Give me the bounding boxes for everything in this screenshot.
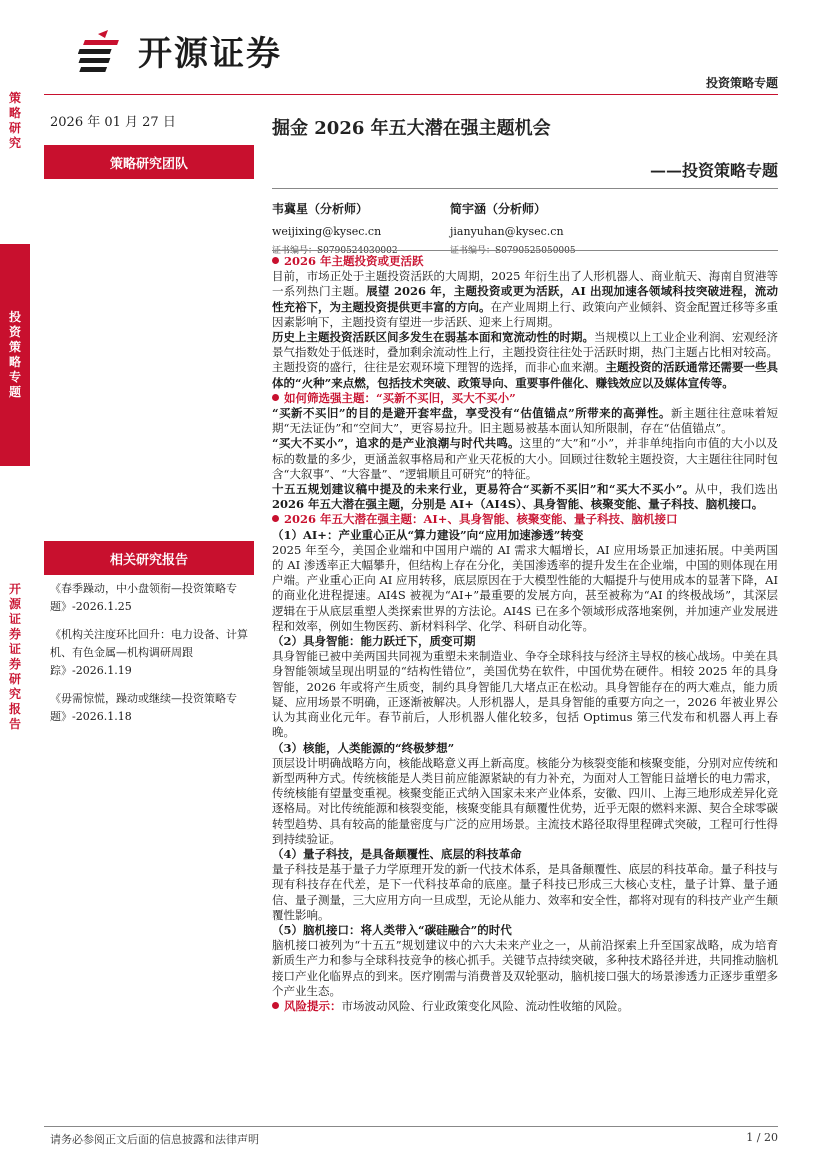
side-tab-brand: 开 源 证 券 证 券 研 究 报 告	[0, 586, 30, 728]
header-tag: 投资策略专题	[705, 76, 778, 90]
analyst-name: 简宇涵（分析师）	[450, 202, 547, 216]
related-report-link[interactable]: 《春季躁动，中小盘领衔—投资策略专题》-2026.1.25	[50, 582, 237, 613]
analyst-license: 证书编号：S0790525050005	[450, 246, 576, 256]
section-heading: 2026 年五大潜在强主题：AI+、具身智能、核聚变能、量子科技、脑机接口	[272, 512, 778, 527]
bullet-icon	[272, 257, 279, 264]
analyst-email[interactable]: weijixing@kysec.cn	[272, 225, 382, 238]
report-title: 掘金 2026 年五大潜在强主题机会	[272, 118, 551, 139]
footer-divider	[44, 1126, 778, 1127]
section-heading: 2026 年主题投资或更活跃	[272, 254, 778, 269]
subheading: （4）量子科技，是具备颠覆性、底层的科技革命	[272, 846, 522, 861]
paragraph: 十五五规划建议稿中提及的未来行业，更易符合“买新不买旧”和“买大不买小”。从中，我们选出2026 年五大潜在强主题，分别是 AI+（AI4S）、具身智能、核聚变能、量子科技、脑机接口。	[272, 482, 778, 512]
analyst-email[interactable]: jianyuhan@kysec.cn	[450, 225, 564, 238]
report-date: 2026 年 01 月 27 日	[50, 115, 176, 130]
section-heading: 如何筛选强主题：“买新不买旧，买大不买小”	[272, 391, 778, 406]
side-tab-topic: 投 资 策 略 专 题	[0, 244, 30, 466]
subheading: （3）核能，人类能源的“终极梦想”	[272, 740, 455, 755]
risk-note: 风险提示：市场波动风险、行业政策变化风险、流动性收缩的风险。	[272, 999, 778, 1014]
analyst-divider	[272, 250, 778, 251]
team-label: 策略研究团队	[44, 145, 254, 179]
brand-name: 开源证券	[138, 33, 282, 74]
subheading: （2）具身智能：能力跃迁下，质变可期	[272, 634, 476, 649]
bullet-icon	[272, 394, 279, 401]
paragraph: 目前，市场正处于主题投资活跃的大周期，2025 年衍生出了人形机器人、商业航天、海南自贸港等一系列热门主题。展望 2026 年，主题投资或更为活跃，AI 出现加速各领域科技突破进程，流动性充裕下，为主题投资提供更丰富的方向。在产业周期上行、政策向产业倾斜、资金配置迁移等多重因素影响下，主题投资有望进一步活跃、迎来上行周期。	[272, 269, 778, 329]
related-reports-label: 相关研究报告	[44, 541, 254, 575]
brand-mark-icon	[78, 26, 130, 74]
subheading: （5）脑机接口：将人类带入“碳硅融合”的时代	[272, 922, 512, 937]
analyst-license: 证书编号：S0790524030002	[272, 246, 398, 256]
paragraph: 顶层设计明确战略方向，核能战略意义再上新高度。核能分为核裂变能和核聚变能，分别对应传统和新型两种方式。传统核能是人类目前应能源紧缺的有力补充，为面对人工智能日益增长的电力需求，传统核能有望量变重视。核聚变能正式纳入国家未来产业体系，安徽、四川、上海三地形成差异化竞逐格局。对比传统能源和核裂变能，核聚变能具有颠覆性优势，近乎无限的燃料来源、契合全球零碳转型趋势、具有较高的能量密度与广泛的应用场景。主流技术路径取得里程碑式突破，工程可行性得到持续验证。	[272, 755, 778, 846]
paragraph: 具身智能已被中美两国共同视为重塑未来制造业、争夺全球科技与经济主导权的核心战场。中美在具身智能领域呈现出明显的“结构性错位”，美国优势在软件，中国优势在硬件。相较 2025 年的具身智能，2026 年或将产生质变，制约具身智能几大堵点正在松动。具身智能存在的两大难点，能力质疑、应用场景不明确，正逐渐被解决。人形机器人，是具身智能的重要方向之一，2026 年被业界公认为其商业化元年。春节前后，人形机器人催化较多，包括 Optimus 第三代发布和机器人再上春晚。	[272, 649, 778, 740]
paragraph: “买大不买小”，追求的是产业浪潮与时代共鸣。这里的“大”和“小”，并非单纯指向市值的大小以及标的数量的多少，更涵盖叙事格局和产业天花板的大小。回顾过往数轮主题投资，大主题往往同时包含“大叙事”、“大容量”、“逻辑顺且可研究”的特征。	[272, 436, 778, 481]
page-number: 1 / 20	[746, 1131, 778, 1144]
analyst-card	[272, 200, 398, 256]
footer-disclaimer[interactable]: 请务必参阅正文后面的信息披露和法律声明	[50, 1133, 259, 1146]
paragraph: 历史上主题投资活跃区间多发生在弱基本面和宽流动性的时期。当规模以上工业企业利润、宏观经济景气指数处于低迷时，叠加剩余流动性上行，主题投资往往处于活跃时期，热门主题占比相对较高。主题投资的盛行，往往是宏观环境下理智的选择，而非心血来潮。主题投资的活跃通常还需要一些具体的“火种”来点燃，包括技术突破、政策导向、重要事件催化、赚钱效应以及媒体宣传等。	[272, 330, 778, 390]
analyst-name: 韦冀星（分析师）	[272, 202, 369, 216]
paragraph: “买新不买旧”的目的是避开套牢盘，享受没有“估值锚点”所带来的高弹性。新主题往往意味着短期“无法证伪”和“空间大”，更容易拉升。旧主题易被基本面认知所限制，存在“估值锚点”。	[272, 406, 778, 436]
paragraph: 脑机接口被列为“十五五”规划建议中的六大未来产业之一，从前沿探索上升至国家战略，成为培育新质生产力和参与全球科技竞争的核心抓手。关键节点持续突破，多种技术路径并进，共同推动脑机接口产业化临界点的到来。医疗刚需与消费普及双轮驱动，脑机接口强大的场景渗透力正逐步重塑多个产业生态。	[272, 938, 778, 998]
report-body	[272, 254, 778, 1014]
header-divider	[44, 94, 778, 95]
brand-logo	[78, 24, 282, 76]
subheading: （1）AI+：产业重心正从“算力建设”向“应用加速渗透”转变	[272, 527, 584, 542]
analyst-card	[450, 200, 576, 256]
related-reports-list	[50, 580, 258, 736]
paragraph: 2025 年至今，美国企业端和中国用户端的 AI 需求大幅增长，AI 应用场景正加速拓展。中美两国的 AI 渗透率正大幅攀升，但结构上存在分化，美国渗透率的提升发生在企业端，中国的则体现在用户端。产业重心正向 AI 应用转移，底层原因在于大模型性能的大幅提升与使用成本的显著下降，AI 的商业化进程提速。AI4S 被视为“AI+”最重要的发展方向，甚至被称为“AI 的终极战场”，其深层逻辑在于从底层重塑人类探索世界的方法论。AI4S 已在多个领域形成落地案例，并加速产业发展进程和效率，例如生物医药、新材料科学、化学、科研自动化等。	[272, 542, 778, 633]
side-tab-strategy: 策 略 研 究	[0, 90, 30, 152]
bullet-icon	[272, 515, 279, 522]
title-divider	[272, 188, 778, 189]
paragraph: 量子科技是基于量子力学原理开发的新一代技术体系，是具备颠覆性、底层的科技革命。量子科技与现有科技存在代差，是下一代科技革命的底座。量子科技已形成三大核心支柱，量子计算、量子通信、量子测量，三大应用方向一旦成型，无论从能力、效率和安全性，都将对现有的科技产业产生颠覆性影响。	[272, 862, 778, 922]
report-subtitle: ——投资策略专题	[649, 161, 778, 180]
related-report-link[interactable]: 《毋需惊慌，躁动或继续—投资策略专题》-2026.1.18	[50, 692, 237, 723]
related-report-link[interactable]: 《机构关注度环比回升：电力设备、计算机、有色金属—机构调研周跟踪》-2026.1.19	[50, 628, 248, 677]
bullet-icon	[272, 1002, 279, 1009]
